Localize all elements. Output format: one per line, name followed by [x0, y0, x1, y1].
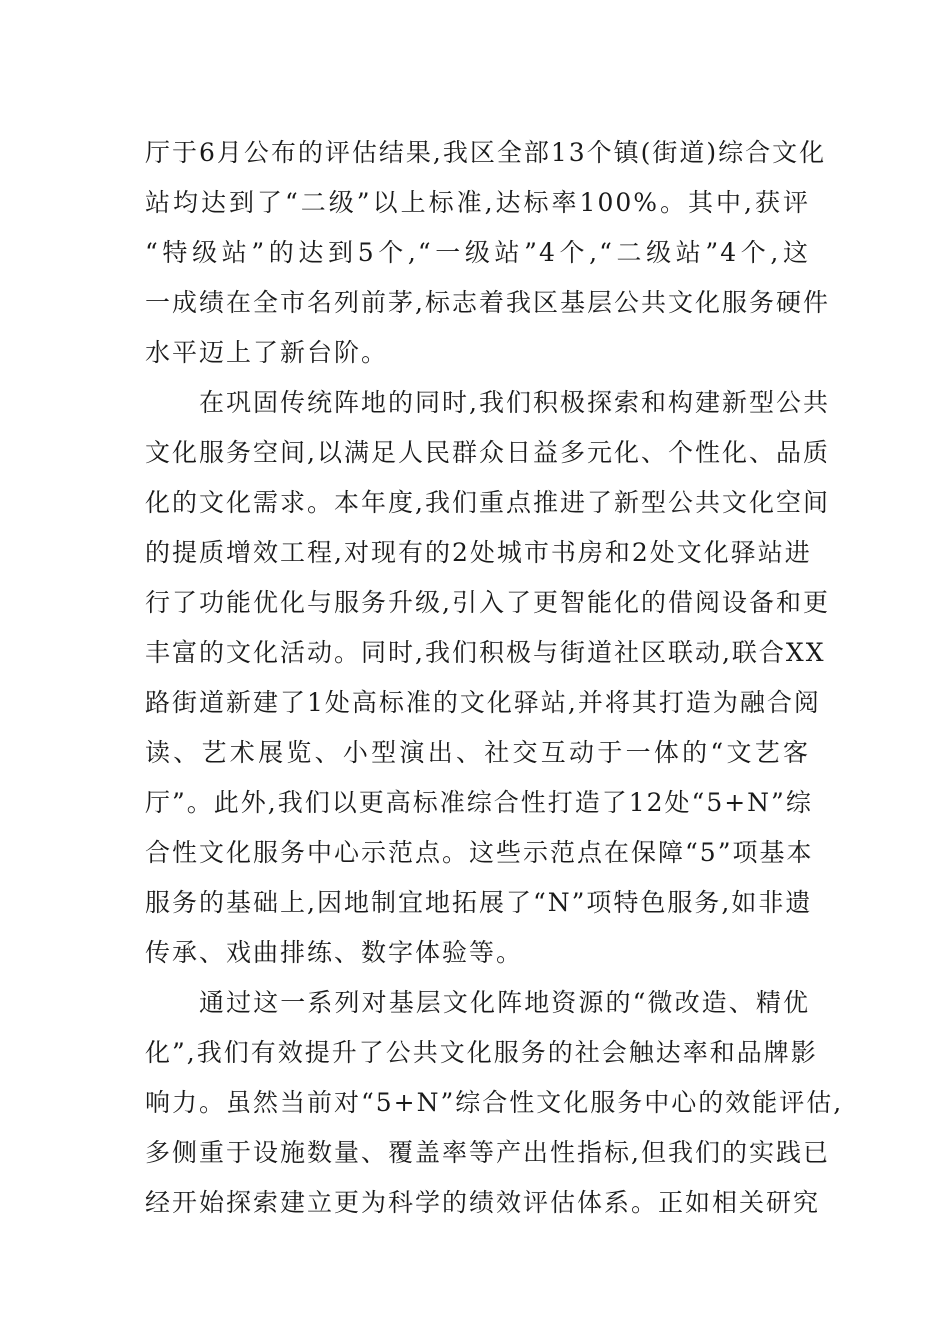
- paragraph-3: [145, 978, 844, 1228]
- text-line: 水平迈上了新台阶。: [145, 338, 389, 367]
- text-line: 经开始探索建立更为科学的绩效评估体系。正如相关研究: [145, 1188, 821, 1217]
- text-line: 的提质增效工程,对现有的2处城市书房和2处文化驿站进: [145, 538, 812, 567]
- text-line: 合性文化服务中心示范点。这些示范点在保障“5”项基本: [145, 838, 814, 867]
- text-line: 通过这一系列对基层文化阵地资源的“微改造、精优: [199, 988, 810, 1017]
- text-line: 厅于6月公布的评估结果,我区全部13个镇(街道)综合文化: [145, 138, 827, 167]
- text-line: 丰富的文化活动。同时,我们积极与街道社区联动,联合XX: [145, 638, 826, 667]
- text-line: 在巩固传统阵地的同时,我们积极探索和构建新型公共: [199, 388, 830, 417]
- paragraph-2: [145, 378, 830, 978]
- document-body: [145, 128, 844, 1228]
- text-line: 厅”。此外,我们以更高标准综合性打造了12处“5+N”综: [145, 788, 813, 817]
- text-line: 化”,我们有效提升了公共文化服务的社会触达率和品牌影: [145, 1038, 818, 1067]
- text-line: 多侧重于设施数量、覆盖率等产出性指标,但我们的实践已: [145, 1138, 830, 1167]
- text-line: 文化服务空间,以满足人民群众日益多元化、个性化、品质: [145, 438, 830, 467]
- text-line: 行了功能优化与服务升级,引入了更智能化的借阅设备和更: [145, 588, 830, 617]
- text-line: 读、艺术展览、小型演出、社交互动于一体的“文艺客: [145, 738, 810, 767]
- text-line: “特级站”的达到5个,“一级站”4个,“二级站”4个,这: [145, 238, 810, 267]
- text-line: 响力。虽然当前对“5+N”综合性文化服务中心的效能评估,: [145, 1088, 844, 1117]
- text-line: 站均达到了“二级”以上标准,达标率100%。其中,获评: [145, 188, 810, 217]
- paragraph-1: [145, 128, 830, 378]
- text-line: 传承、戏曲排练、数字体验等。: [145, 938, 524, 967]
- text-line: 一成绩在全市名列前茅,标志着我区基层公共文化服务硬件: [145, 288, 830, 317]
- text-line: 化的文化需求。本年度,我们重点推进了新型公共文化空间: [145, 488, 830, 517]
- text-line: 路街道新建了1处高标准的文化驿站,并将其打造为融合阅: [145, 688, 821, 717]
- text-line: 服务的基础上,因地制宜地拓展了“N”项特色服务,如非遗: [145, 888, 813, 917]
